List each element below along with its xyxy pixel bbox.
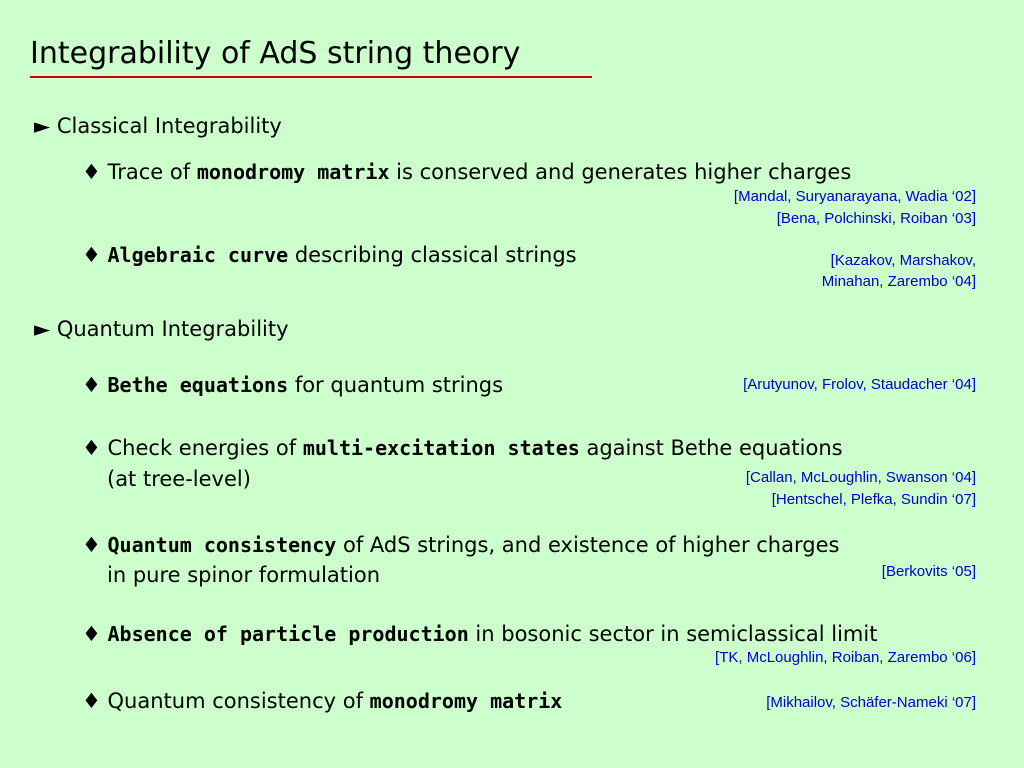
diamond-bullet-icon: ♦ bbox=[82, 689, 101, 713]
reference-citation: [Mandal, Suryanarayana, Wadia ‘02] bbox=[733, 188, 976, 205]
section-title: Quantum Integrability bbox=[56, 317, 289, 341]
title-underline bbox=[30, 76, 592, 78]
diamond-bullet-icon: ♦ bbox=[82, 243, 101, 267]
bullet-item-algebraic-curve bbox=[82, 243, 577, 267]
reference-citation: [Bena, Polchinski, Roiban ‘03] bbox=[776, 210, 976, 227]
item-text-post: for quantum strings bbox=[288, 373, 504, 397]
item-text-bold: Bethe equations bbox=[107, 373, 289, 397]
section-bullet-icon: ► bbox=[34, 317, 51, 341]
diamond-bullet-icon: ♦ bbox=[82, 436, 101, 460]
bullet-item-monodromy-trace bbox=[82, 160, 851, 184]
section-title: Classical Integrability bbox=[56, 114, 282, 138]
item-text-post: in bosonic sector in semiclassical limit bbox=[468, 622, 878, 646]
diamond-bullet-icon: ♦ bbox=[82, 533, 101, 557]
section-heading-quantum bbox=[34, 317, 289, 341]
bullet-item-multi-excitation bbox=[82, 436, 843, 460]
reference-citation: [Mikhailov, Schäfer-Nameki ‘07] bbox=[766, 694, 976, 711]
reference-citation: [Kazakov, Marshakov, bbox=[830, 252, 976, 269]
slide-title: Integrability of AdS string theory bbox=[30, 36, 521, 71]
diamond-bullet-icon: ♦ bbox=[82, 622, 101, 646]
item-continuation: in pure spinor formulation bbox=[107, 563, 380, 587]
diamond-bullet-icon: ♦ bbox=[82, 160, 101, 184]
bullet-item-monodromy-consistency bbox=[82, 689, 562, 713]
diamond-bullet-icon: ♦ bbox=[82, 373, 101, 397]
item-text-post: describing classical strings bbox=[288, 243, 577, 267]
item-text-bold: Algebraic curve bbox=[107, 243, 289, 267]
reference-citation: Minahan, Zarembo ‘04] bbox=[821, 273, 976, 290]
item-text-post: of AdS strings, and existence of higher charges bbox=[336, 533, 840, 557]
reference-citation: [Callan, McLoughlin, Swanson ‘04] bbox=[745, 469, 976, 486]
bullet-item-quantum-consistency bbox=[82, 533, 839, 557]
bullet-item-bethe-equations bbox=[82, 373, 503, 397]
item-text-pre: Check energies of bbox=[107, 436, 303, 460]
reference-citation: [TK, McLoughlin, Roiban, Zarembo ‘06] bbox=[715, 649, 976, 666]
item-text-bold: Quantum consistency bbox=[107, 533, 337, 557]
item-text-bold: Absence of particle production bbox=[107, 622, 469, 646]
item-text-pre: Trace of bbox=[107, 160, 197, 184]
item-text-post: against Bethe equations bbox=[579, 436, 843, 460]
reference-citation: [Arutyunov, Frolov, Staudacher ‘04] bbox=[743, 376, 976, 393]
bullet-item-particle-production bbox=[82, 622, 877, 646]
section-heading-classical bbox=[34, 114, 282, 138]
item-text-pre: Quantum consistency of bbox=[107, 689, 370, 713]
section-bullet-icon: ► bbox=[34, 114, 51, 138]
item-text-bold: monodromy matrix bbox=[196, 160, 390, 184]
item-text-bold: monodromy matrix bbox=[369, 689, 563, 713]
reference-citation: [Berkovits ‘05] bbox=[881, 563, 976, 580]
item-text-bold: multi-excitation states bbox=[302, 436, 580, 460]
item-text-post: is conserved and generates higher charges bbox=[389, 160, 852, 184]
item-continuation: (at tree-level) bbox=[107, 467, 251, 491]
reference-citation: [Hentschel, Plefka, Sundin ‘07] bbox=[771, 491, 976, 508]
